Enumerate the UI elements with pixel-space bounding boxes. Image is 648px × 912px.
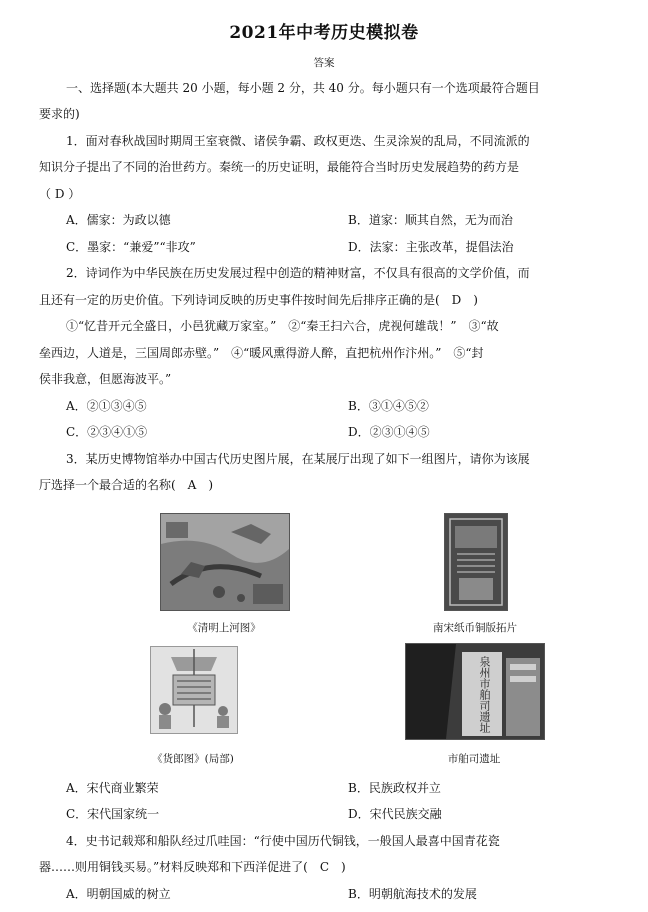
q2-stem-line2: 且还有一定的历史价值。下列诗词反映的历史事件按时间先后排序正确的是( D ) (39, 293, 478, 307)
q1-option-d: D．法家：主张改革，提倡法治 (348, 240, 514, 254)
q2-poem-line1: ①“忆昔开元全盛日，小邑犹藏万家室。” ②“秦王扫六合，虎视何雄哉！” ③“故 (66, 319, 499, 333)
q1-answer: （ D ） (39, 187, 81, 201)
section-heading-line2: 要求的) (39, 107, 80, 121)
banknote-caption: 南宋纸币铜版拓片 (433, 622, 517, 634)
q3-option-a: A．宋代商业繁荣 (66, 781, 159, 795)
q2-option-d: D．②③①④⑤ (348, 425, 430, 439)
q1-option-a: A．儒家：为政以德 (66, 213, 171, 227)
stele-inscription: 泉州市舶司遗址 (478, 656, 491, 733)
banknote-rubbing-image (444, 513, 508, 611)
q4-stem-line1: 4．史书记载郑和船队经过爪哇国：“行使中国历代铜钱，一般国人最喜中国青花瓷 (66, 834, 500, 848)
q3-stem-line2: 厅选择一个最合适的名称( A ) (39, 478, 214, 492)
qingming-painting-image (160, 513, 290, 611)
page-title: 2021年中考历史模拟卷 (229, 23, 419, 43)
q4-option-a: A．明朝国威的树立 (66, 887, 171, 901)
qingming-caption: 《清明上河图》 (187, 622, 261, 634)
q4-stem-line2: 器……则用铜钱买易。”材料反映郑和下西洋促进了( C ) (39, 860, 346, 874)
q3-option-d: D．宋代民族交融 (348, 807, 442, 821)
q1-stem-line2: 知识分子提出了不同的治世药方。秦统一的历史证明，最能符合当时历史发展趋势的药方是 (39, 160, 520, 174)
q1-stem-line1: 1．面对春秋战国时期周王室衰微、诸侯争霸、政权更迭、生灵涂炭的乱局，不同流派的 (66, 134, 530, 148)
q3-stem-line1: 3．某历史博物馆举办中国古代历史图片展，在某展厅出现了如下一组图片，请你为该展 (66, 452, 530, 466)
maritime-office-caption: 市舶司遗址 (447, 753, 501, 765)
q3-option-b: B．民族政权并立 (348, 781, 441, 795)
answer-subtitle: 答案 (313, 57, 335, 69)
section-heading-line1: 一、选择题(本大题共 20 小题，每小题 2 分，共 40 分。每小题只有一个选项最符合题目 (66, 81, 540, 95)
q1-option-c: C．墨家：“兼爱”“非攻” (66, 240, 196, 254)
q2-option-c: C．②③④①⑤ (66, 425, 148, 439)
q2-poem-line2: 垒西边，人道是，三国周郎赤壁。” ④“暖风熏得游人醉，直把杭州作汴州。” ⑤“封 (39, 346, 484, 360)
peddler-caption: 《货郎图》(局部) (152, 753, 234, 765)
q1-option-b: B．道家：顺其自然，无为而治 (348, 213, 513, 227)
peddler-painting-image (150, 646, 238, 734)
q2-stem-line1: 2．诗词作为中华民族在历史发展过程中创造的精神财富，不仅具有很高的文学价值，而 (66, 266, 530, 280)
q3-option-c: C．宋代国家统一 (66, 807, 160, 821)
q2-option-a: A．②①③④⑤ (66, 399, 147, 413)
maritime-office-stele-image (405, 643, 545, 740)
q4-option-b: B．明朝航海技术的发展 (348, 887, 477, 901)
q2-option-b: B．③①④⑤② (348, 399, 429, 413)
q2-poem-line3: 侯非我意，但愿海波平。” (39, 372, 172, 386)
